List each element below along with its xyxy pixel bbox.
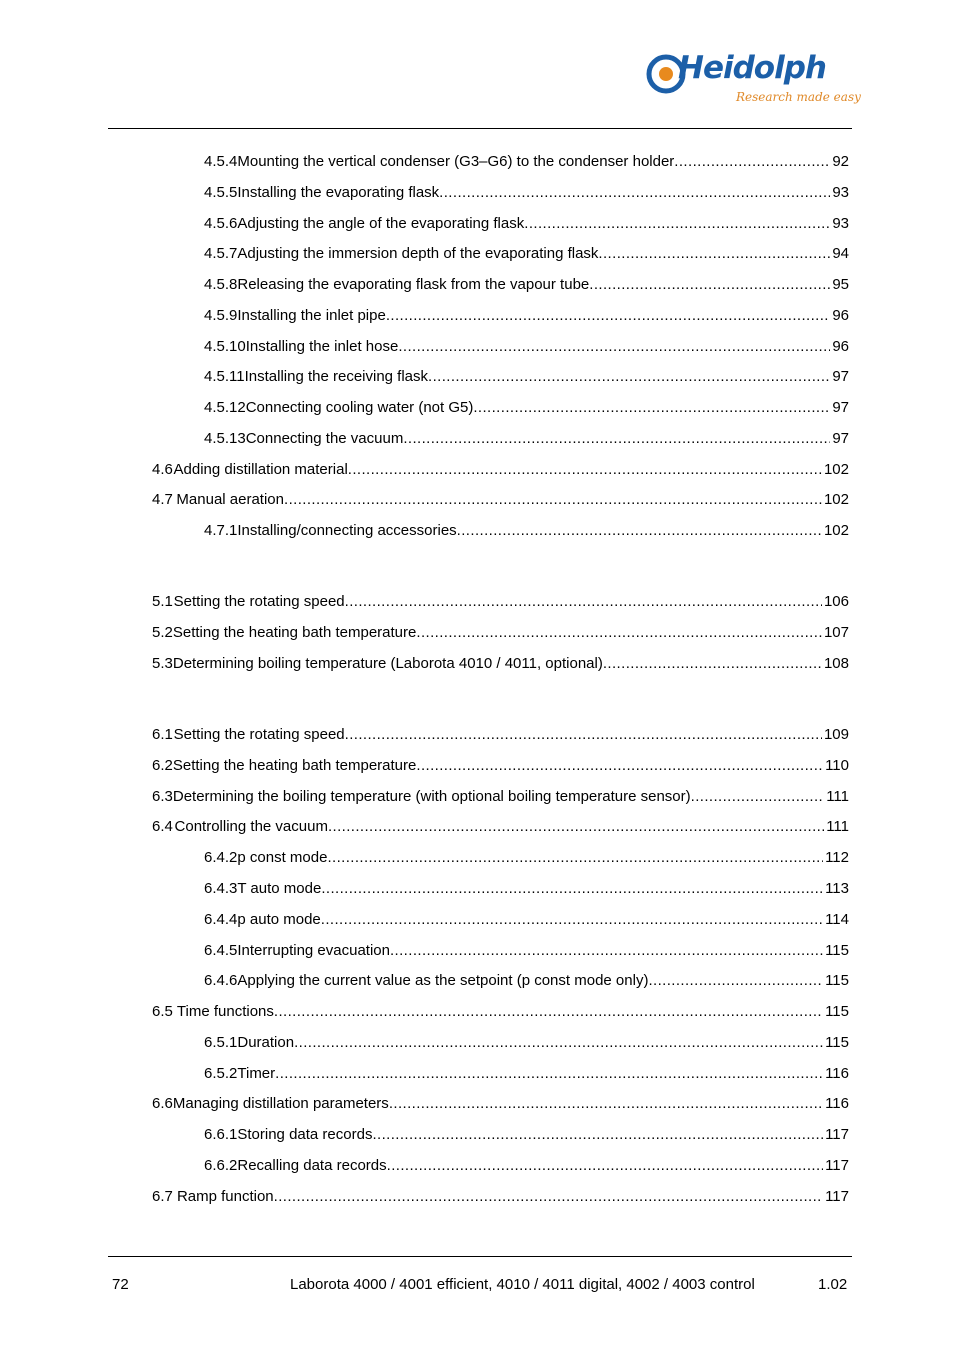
header-rule [108,128,852,129]
toc-entry-number: 6.3 [152,788,173,805]
toc-entry-number: 6.2 [152,757,173,774]
toc-entry-number: 4.5.5 [204,184,238,201]
toc-entry-title: Releasing the evaporating flask from the vapour tube [237,276,590,293]
toc-entry-page: 111 [826,818,849,835]
toc-entry-title: Timer [237,1065,276,1082]
toc-leader-dots [328,817,824,837]
toc-entry[interactable] [204,152,849,172]
toc-entry-page: 96 [832,307,849,324]
toc-entry[interactable] [204,275,849,295]
toc-entry-page: 116 [825,1095,849,1112]
toc-entry[interactable] [204,910,849,930]
toc-entry[interactable] [204,1156,849,1176]
toc-entry-title: Determining boiling temperature (Laborota 4010 / 4011, optional) [172,655,603,672]
toc-entry-title: p const mode [237,849,328,866]
toc-entry-number: 6.6.2 [204,1157,238,1174]
toc-entry-title: Mounting the vertical condenser (G3–G6) to the condenser holder [237,153,675,170]
toc-entry-title: Installing/connecting accessories [237,522,457,539]
toc-entry[interactable] [152,623,849,643]
toc-entry-title: Installing the inlet pipe [237,307,386,324]
toc-leader-dots [345,725,822,745]
toc-entry-page: 94 [832,245,849,262]
heidolph-logo [644,50,859,116]
toc-entry-number: 4.5.12 [204,399,246,416]
toc-entry-number: 6.4.2 [204,849,238,866]
toc-entry-number: 6.7 [152,1188,173,1205]
toc-leader-dots [416,623,822,643]
toc-entry-page: 113 [825,880,849,897]
toc-leader-dots [348,460,822,480]
toc-entry-number: 6.6 [152,1095,173,1112]
toc-entry-page: 117 [825,1188,849,1205]
toc-entry-page: 97 [832,368,849,385]
toc-entry-number: 4.5.10 [204,338,246,355]
toc-entry[interactable] [204,214,849,234]
toc-entry-number: 6.5.1 [204,1034,238,1051]
toc-entry-number: 4.7.1 [204,522,238,539]
toc-entry-number: 4.5.9 [204,307,238,324]
toc-entry-title: Adjusting the immersion depth of the evaporating flask [237,245,599,262]
toc-entry-number: 4.5.6 [204,215,238,232]
toc-leader-dots [372,1125,823,1145]
toc-leader-dots [398,337,830,357]
toc-entry[interactable] [152,592,849,612]
toc-entry-page: 93 [832,215,849,232]
toc-entry[interactable] [204,398,849,418]
toc-leader-dots [674,152,830,172]
toc-entry-title: Managing distillation parameters [172,1095,389,1112]
toc-entry-page: 93 [832,184,849,201]
toc-entry-title: Recalling data records [237,1157,387,1174]
toc-entry-title: Connecting the vacuum [245,430,404,447]
toc-entry-number: 6.4.3 [204,880,238,897]
toc-leader-dots [386,306,831,326]
toc-entry-page: 102 [823,522,849,539]
toc-entry[interactable] [204,971,849,991]
toc-entry-title: Time functions [176,1003,274,1020]
toc-entry-number: 4.5.8 [204,276,238,293]
toc-entry-page: 114 [825,911,849,928]
toc-entry[interactable] [204,244,849,264]
toc-entry-number: 4.7 [152,491,173,508]
logo-tagline: Research made easy [736,90,861,104]
toc-entry-page: 102 [823,461,849,478]
toc-entry-page: 108 [823,655,849,672]
toc-entry-title: T auto mode [237,880,322,897]
toc-entry-title: Applying the current value as the setpoint (p const mode only) [237,972,649,989]
toc-entry-number: 5.3 [152,655,173,672]
toc-entry-number: 6.4.6 [204,972,238,989]
toc-entry[interactable] [204,941,849,961]
toc-entry-title: Determining the boiling temperature (with optional boiling temperature sensor) [172,788,691,805]
toc-leader-dots [403,429,830,449]
toc-entry-title: Installing the inlet hose [245,338,399,355]
toc-entry-title: Duration [237,1034,295,1051]
toc-entry-page: 96 [832,338,849,355]
toc-entry-title: Storing data records [237,1126,373,1143]
toc-entry-number: 6.4 [152,818,173,835]
toc-leader-dots [321,910,823,930]
toc-entry[interactable] [152,756,849,776]
toc-entry-title: Installing the evaporating flask [237,184,440,201]
toc-entry-page: 102 [823,491,849,508]
footer-doc-title: Laborota 4000 / 4001 efficient, 4010 / 4011 digital, 4002 / 4003 control [290,1276,755,1293]
toc-entry-number: 4.5.4 [204,153,238,170]
toc-entry[interactable] [204,367,849,387]
toc-leader-dots [274,1187,823,1207]
toc-leader-dots [648,971,823,991]
toc-leader-dots [274,1002,823,1022]
toc-entry-page: 111 [826,788,849,805]
toc-entry[interactable] [204,879,849,899]
toc-leader-dots [598,244,830,264]
logo-wordmark: Heidolph [678,50,826,86]
toc-entry[interactable] [152,725,849,745]
toc-entry[interactable] [152,1094,849,1114]
toc-entry-page: 117 [825,1126,849,1143]
toc-entry-page: 110 [825,757,849,774]
toc-entry[interactable] [152,654,849,674]
footer-version: 1.02 [818,1276,848,1293]
toc-entry-title: Ramp function [176,1188,274,1205]
toc-entry-title: Interrupting evacuation [237,942,390,959]
toc-leader-dots [294,1033,823,1053]
toc-leader-dots [416,756,823,776]
toc-entry[interactable] [152,1187,849,1207]
toc-entry-number: 4.5.7 [204,245,238,262]
toc-entry-number: 4.5.13 [204,430,246,447]
toc-entry-number: 6.6.1 [204,1126,238,1143]
toc-leader-dots [603,654,822,674]
toc-leader-dots [390,941,823,961]
toc-entry[interactable] [152,460,849,480]
toc-entry[interactable] [152,817,849,837]
toc-entry-page: 97 [832,399,849,416]
toc-entry[interactable] [204,521,849,541]
toc-entry-page: 92 [832,153,849,170]
toc-entry[interactable] [152,1002,849,1022]
toc-entry-number: 5.1 [152,593,173,610]
toc-entry-page: 115 [825,1034,849,1051]
toc-entry-page: 95 [832,276,849,293]
toc-entry[interactable] [204,848,849,868]
toc-entry-page: 117 [825,1157,849,1174]
toc-entry-number: 6.4.4 [204,911,238,928]
toc-leader-dots [439,183,830,203]
toc-entry-title: Adjusting the angle of the evaporating flask [237,215,525,232]
footer-page-number: 72 [112,1276,129,1293]
toc-entry-page: 109 [823,726,849,743]
toc-leader-dots [327,848,823,868]
toc-entry-page: 106 [823,593,849,610]
toc-entry-title: Manual aeration [176,491,284,508]
toc-entry-page: 116 [825,1065,849,1082]
toc-leader-dots [691,787,825,807]
toc-leader-dots [457,521,822,541]
toc-entry-title: Setting the heating bath temperature [172,757,417,774]
toc-leader-dots [589,275,830,295]
toc-entry-number: 4.6 [152,461,173,478]
toc-leader-dots [428,367,830,387]
toc-leader-dots [524,214,830,234]
toc-entry-page: 112 [825,849,849,866]
toc-entry[interactable] [204,306,849,326]
toc-entry[interactable] [204,337,849,357]
toc-entry-title: Installing the receiving flask [244,368,429,385]
toc-entry[interactable] [204,183,849,203]
toc-leader-dots [345,592,822,612]
toc-leader-dots [389,1094,823,1114]
toc-entry-title: p auto mode [237,911,321,928]
toc-entry-page: 115 [825,1003,849,1020]
toc-leader-dots [284,490,822,510]
toc-entry-title: Setting the rotating speed [173,726,345,743]
toc-entry-number: 6.5.2 [204,1065,238,1082]
toc-entry[interactable] [152,490,849,510]
toc-leader-dots [275,1064,823,1084]
toc-entry-number: 6.4.5 [204,942,238,959]
toc-entry-page: 107 [823,624,849,641]
toc-entry[interactable] [204,1125,849,1145]
toc-entry-title: Setting the heating bath temperature [172,624,417,641]
toc-leader-dots [387,1156,823,1176]
toc-entry-title: Adding distillation material [173,461,348,478]
footer-rule [108,1256,852,1257]
toc-entry-number: 6.1 [152,726,173,743]
toc-entry-page: 115 [825,972,849,989]
toc-entry-title: Setting the rotating speed [173,593,345,610]
toc-entry-page: 97 [832,430,849,447]
toc-leader-dots [321,879,823,899]
toc-entry[interactable] [204,1033,849,1053]
toc-entry-number: 5.2 [152,624,173,641]
toc-entry[interactable] [204,429,849,449]
toc-leader-dots [473,398,830,418]
toc-entry-title: Connecting cooling water (not G5) [245,399,474,416]
toc-entry-page: 115 [825,942,849,959]
toc-entry[interactable] [204,1064,849,1084]
toc-entry-number: 4.5.11 [204,368,245,385]
toc-entry-title: Controlling the vacuum [174,818,328,835]
toc-entry[interactable] [152,787,849,807]
toc-entry-number: 6.5 [152,1003,173,1020]
